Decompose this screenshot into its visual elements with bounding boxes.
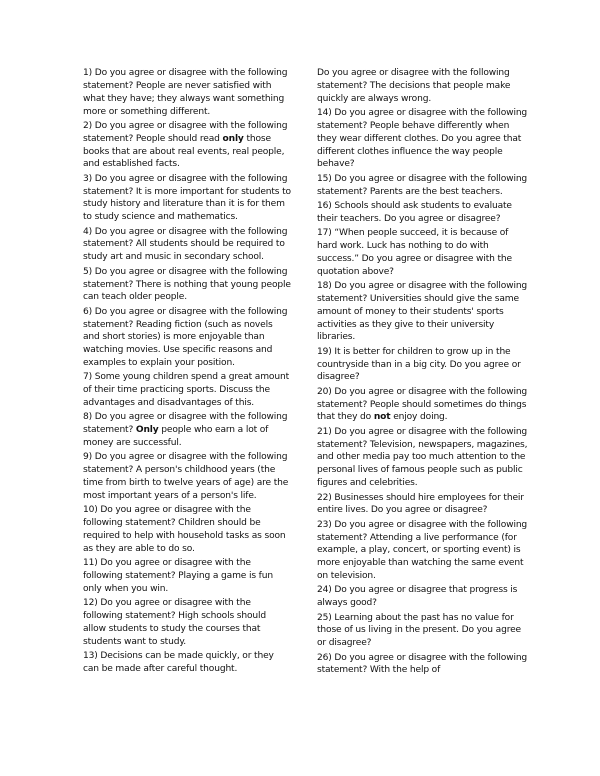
question-paragraph: 25) Learning about the past has no value for those of us living in the present. Do you agree or disagree?	[317, 612, 521, 649]
question-paragraph: 15) Do you agree or disagree with the following statement? Parents are the best teachers.	[317, 173, 528, 197]
question-text: people who earn a lot of money are successful.	[83, 425, 269, 449]
question-paragraph: 18) Do you agree or disagree with the following statement? Universities should give the same amount of money to their students' sports activities as they give to their university libraries.	[317, 281, 528, 343]
question-paragraph: 3) Do you agree or disagree with the following statement? It is more important for students to study history and literature than it is for them to study science and mathematics.	[83, 173, 291, 223]
question-paragraph: 23) Do you agree or disagree with the following statement? Attending a live performance (for example, a play, concert, or sporting event) is more enjoyable than watching the same event on television.	[317, 519, 528, 582]
question-paragraph	[317, 386, 531, 425]
question-text: those books that are about real events, real people, and established facts.	[83, 133, 285, 170]
question-paragraph: 4) Do you agree or disagree with the following statement? All students should be required to study art and music in secondary school.	[83, 226, 288, 263]
question-paragraph	[83, 411, 291, 450]
right-column	[317, 67, 531, 679]
question-paragraph: 7) Some young children spend a great amount of their time practicing sports. Discuss the advantages and disadvantages of this.	[83, 372, 289, 409]
question-text: enjoy doing.	[390, 412, 448, 423]
question-paragraph: 10) Do you agree or disagree with the following statement? Children should be required to help with household tasks as soon as they are able to do so.	[83, 505, 286, 554]
question-paragraph: 5) Do you agree or disagree with the following statement? There is nothing that young people can teach older people.	[83, 266, 291, 303]
question-paragraph: 24) Do you agree or disagree that progress is always good?	[317, 585, 518, 609]
question-paragraph: 12) Do you agree or disagree with the following statement? High schools should allow students to study the courses that students want to study.	[83, 598, 267, 647]
question-text: 8) Do you agree or disagree with the following statement?	[83, 412, 288, 436]
question-paragraph: 13) Decisions can be made quickly, or they can be made after careful thought.	[83, 651, 274, 674]
question-paragraph: Do you agree or disagree with the following statement? The decisions that people make quickly are always wrong.	[317, 68, 511, 104]
question-text: 20) Do you agree or disagree with the following statement? People should sometimes do things that they do	[317, 386, 528, 423]
question-paragraph: 22) Businesses should hire employees for their entire lives. Do you agree or disagree?	[317, 492, 524, 516]
question-paragraph: 16) Schools should ask students to evaluate their teachers. Do you agree or disagree?	[317, 200, 512, 224]
question-paragraph: 17) “When people succeed, it is because of hard work. Luck has nothing to do with success.” Do you agree or disagree with the quotation above?	[317, 228, 512, 277]
question-paragraph: 21) Do you agree or disagree with the following statement? Television, newspapers, magazines, and other media pay too much attention to the personal lives of famous people such as public figures and celebrities.	[317, 426, 528, 489]
question-paragraph: 6) Do you agree or disagree with the following statement? Reading fiction (such as novels and short stories) is more enjoyable than watching movies. Use specific reasons and examples to explain your position.	[83, 306, 288, 369]
emphasis-text: Only	[135, 425, 159, 436]
question-paragraph: 19) It is better for children to grow up in the countryside than in a big city. Do you agree or disagree?	[317, 346, 521, 383]
emphasis-text: not	[373, 412, 391, 423]
question-paragraph	[83, 120, 291, 171]
question-paragraph: 26) Do you agree or disagree with the following statement? With the help of	[317, 652, 528, 676]
emphasis-text: only	[222, 133, 244, 144]
question-text: 2) Do you agree or disagree with the following statement? People should read	[83, 120, 288, 144]
question-paragraph: 1) Do you agree or disagree with the following statement? People are never satisfied with what they have; they always want something more or something different.	[83, 68, 288, 117]
left-column	[83, 67, 291, 677]
question-paragraph: 14) Do you agree or disagree with the following statement? People behave differently when they wear different clothes. Do you agree that different clothes influence the way people behave?	[317, 108, 528, 170]
question-paragraph: 9) Do you agree or disagree with the following statement? A person's childhood years (the time from birth to twelve years of age) are the most important years of a person's life.	[83, 452, 289, 501]
question-paragraph: 11) Do you agree or disagree with the following statement? Playing a game is fun only when you win.	[83, 558, 273, 594]
